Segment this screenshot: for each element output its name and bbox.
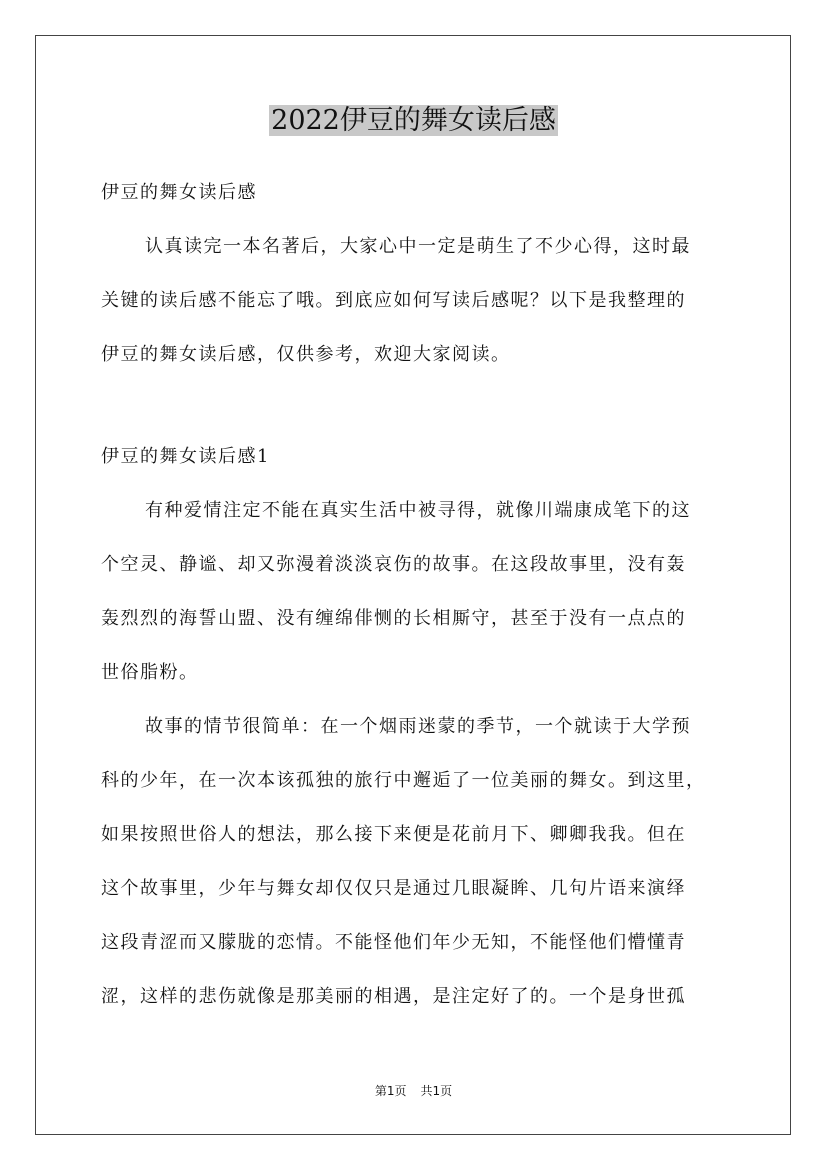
document-title bbox=[0, 98, 827, 144]
spacer bbox=[101, 382, 741, 430]
page-number: 第1页 bbox=[374, 1084, 407, 1098]
paragraph-line: 故事的情节很简单：在一个烟雨迷蒙的季节，一个就读于大学预 bbox=[145, 716, 691, 737]
intro-line: 伊豆的舞女读后感，仅供参考，欢迎大家阅读。 bbox=[101, 344, 511, 365]
paragraph-line: 这个故事里，少年与舞女却仅仅只是通过几眼凝眸、几句片语来演绎 bbox=[101, 878, 686, 899]
paragraph-line: 轰烈烈的海誓山盟、没有缠绵俳恻的长相厮守，甚至于没有一点点的 bbox=[101, 608, 686, 629]
paragraph-line: 个空灵、静谧、却又弥漫着淡淡哀伤的故事。在这段故事里，没有轰 bbox=[101, 554, 686, 575]
paragraph-line: 世俗脂粉。 bbox=[101, 662, 199, 683]
paragraph-line: 有种爱情注定不能在真实生活中被寻得，就像川端康成笔下的这 bbox=[145, 500, 691, 521]
paragraph-line: 如果按照世俗人的想法，那么接下来便是花前月下、卿卿我我。但在 bbox=[101, 824, 686, 845]
paragraph-line: 这段青涩而又朦胧的恋情。不能怪他们年少无知，不能怪他们懵懂青 bbox=[101, 932, 686, 953]
subtitle: 伊豆的舞女读后感 bbox=[101, 182, 257, 203]
title-text: 2022伊豆的舞女读后感 bbox=[271, 105, 556, 136]
paragraph-line: 涩，这样的悲伤就像是那美丽的相遇，是注定好了的。一个是身世孤 bbox=[101, 986, 686, 1007]
page-footer bbox=[0, 1083, 827, 1099]
page-total: 共1页 bbox=[420, 1084, 453, 1098]
intro-line: 认真读完一本名著后，大家心中一定是萌生了不少心得，这时最 bbox=[145, 236, 691, 257]
paragraph-line: 科的少年，在一次本该孤独的旅行中邂逅了一位美丽的舞女。到这里， bbox=[101, 770, 706, 791]
section-heading: 伊豆的舞女读后感1 bbox=[101, 446, 270, 467]
document-body bbox=[101, 166, 741, 1024]
intro-line: 关键的读后感不能忘了哦。到底应如何写读后感呢？以下是我整理的 bbox=[101, 290, 686, 311]
